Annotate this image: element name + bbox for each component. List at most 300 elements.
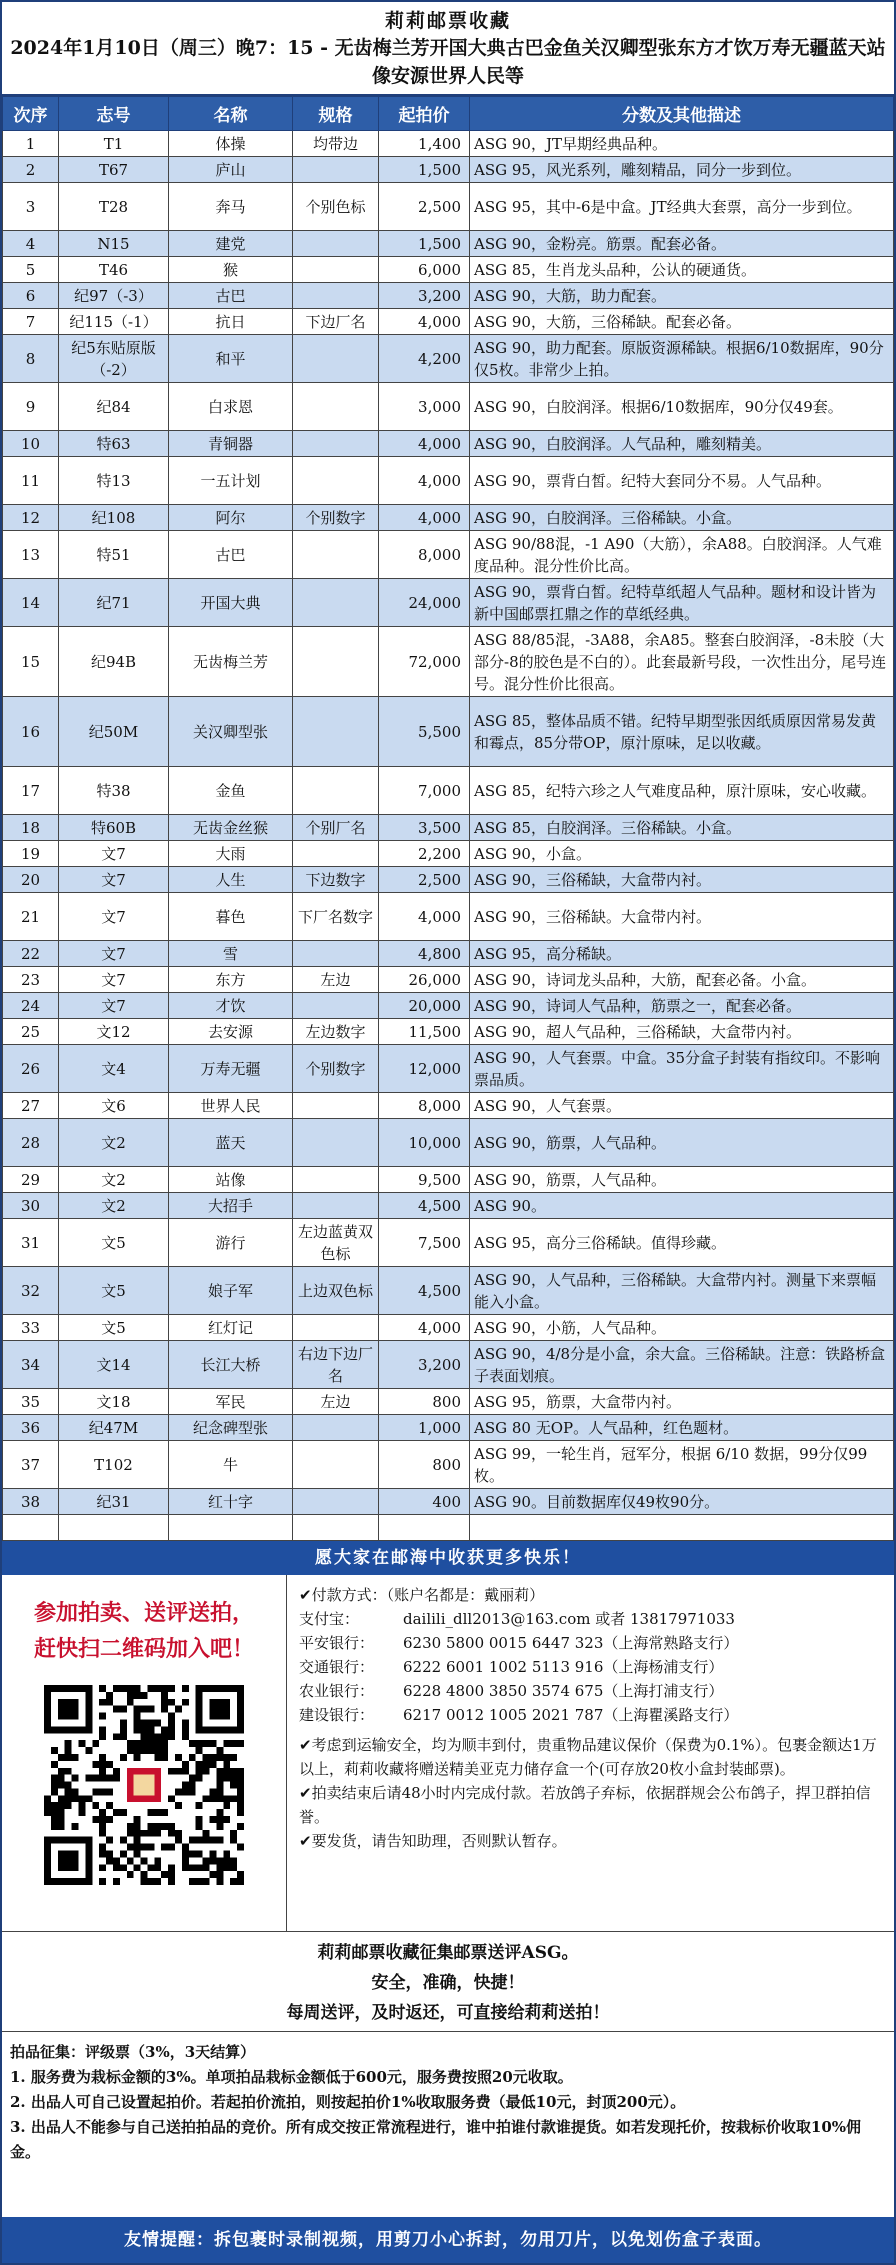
promo-qr-panel [2, 1575, 287, 1931]
table-row [3, 1219, 894, 1267]
stamp-code: 纪84 [59, 383, 169, 431]
grade-description: ASG 90，金粉亮。筋票。配套必备。 [470, 231, 894, 257]
lot-number: 7 [3, 309, 59, 335]
grade-description: ASG 90，小盒。 [470, 841, 894, 867]
grade-description: ASG 90，小筋，人气品种。 [470, 1315, 894, 1341]
stamp-name: 红十字 [169, 1489, 293, 1515]
stamp-name: 东方 [169, 967, 293, 993]
start-price: 800 [379, 1389, 470, 1415]
start-price: 400 [379, 1489, 470, 1515]
grade-description: ASG 99，一轮生肖，冠军分，根据 6/10 数据，99分仅99枚。 [470, 1441, 894, 1489]
start-price: 4,500 [379, 1193, 470, 1219]
lot-number: 32 [3, 1267, 59, 1315]
stamp-spec: 下厂名数字 [293, 893, 379, 941]
table-row [3, 505, 894, 531]
stamp-spec [293, 1489, 379, 1515]
grade-description: ASG 85，纪特六珍之人气难度品种，原汁原味，安心收藏。 [470, 767, 894, 815]
lot-number: 21 [3, 893, 59, 941]
lot-number: 17 [3, 767, 59, 815]
bank-value: 6217 0012 1005 2021 787（上海瞿溪路支行） [403, 1706, 739, 1724]
grade-description: ASG 90，白胶润泽。三俗稀缺。小盒。 [470, 505, 894, 531]
lot-number: 23 [3, 967, 59, 993]
stamp-spec [293, 1167, 379, 1193]
stamp-spec [293, 157, 379, 183]
bank-value: 6228 4800 3850 3574 675（上海打浦支行） [403, 1682, 724, 1700]
stamp-name: 古巴 [169, 283, 293, 309]
table-row [3, 867, 894, 893]
table-row [3, 1267, 894, 1315]
table-row [3, 967, 894, 993]
stamp-code: 文12 [59, 1019, 169, 1045]
lot-number: 29 [3, 1167, 59, 1193]
stamp-code: 文6 [59, 1093, 169, 1119]
table-row [3, 627, 894, 697]
grade-description: ASG 80 无OP。人气品种，红色题材。 [470, 1415, 894, 1441]
table-row [3, 1489, 894, 1515]
lot-number: 8 [3, 335, 59, 383]
blank-cell [3, 1515, 59, 1541]
table-row [3, 457, 894, 505]
grade-description: ASG 90，4/8分是小盒，余大盒。三俗稀缺。注意：铁路桥盒子表面划痕。 [470, 1341, 894, 1389]
start-price: 3,000 [379, 383, 470, 431]
lot-number: 5 [3, 257, 59, 283]
table-row [3, 697, 894, 767]
lot-number: 2 [3, 157, 59, 183]
stamp-name: 抗日 [169, 309, 293, 335]
start-price: 7,500 [379, 1219, 470, 1267]
table-row [3, 767, 894, 815]
start-price: 4,800 [379, 941, 470, 967]
stamp-spec [293, 1415, 379, 1441]
grade-description: ASG 88/85混，-3A88，余A85。整套白胶润泽，-8未胶（大部分-8的胶色是不白的）。此套最新号段，一次性出分，尾号连号。混分性价比很高。 [470, 627, 894, 697]
stamp-spec: 个别数字 [293, 1045, 379, 1093]
stamp-spec [293, 383, 379, 431]
start-price: 4,200 [379, 335, 470, 383]
table-row [3, 183, 894, 231]
alipay-value: dailili_dll2013@163.com 或者 13817971033 [403, 1610, 735, 1628]
stamp-spec [293, 335, 379, 383]
bank-line [299, 1655, 882, 1679]
bank-label: 农业银行： [299, 1682, 375, 1700]
grade-description: ASG 90，人气套票。中盒。35分盒子封装有指纹印。不影响票品质。 [470, 1045, 894, 1093]
stamp-code: 纪115（-1） [59, 309, 169, 335]
stamp-spec: 个别厂名 [293, 815, 379, 841]
start-price: 11,500 [379, 1019, 470, 1045]
stamp-name: 和平 [169, 335, 293, 383]
stamp-code: 纪50M [59, 697, 169, 767]
stamp-spec [293, 1441, 379, 1489]
grade-description: ASG 90，三俗稀缺。大盒带内衬。 [470, 893, 894, 941]
lot-number: 13 [3, 531, 59, 579]
table-header-row [3, 97, 894, 131]
table-row [3, 1019, 894, 1045]
stamp-name: 牛 [169, 1441, 293, 1489]
stamp-code: 文18 [59, 1389, 169, 1415]
start-price: 3,200 [379, 283, 470, 309]
start-price: 1,500 [379, 231, 470, 257]
start-price: 5,500 [379, 697, 470, 767]
stamp-code: 文4 [59, 1045, 169, 1093]
payment-heading: ✔付款方式：（账户名都是：戴丽莉） [299, 1586, 545, 1604]
stamp-name: 娘子军 [169, 1267, 293, 1315]
stamp-name: 无齿金丝猴 [169, 815, 293, 841]
lot-number: 19 [3, 841, 59, 867]
stamp-code: 文7 [59, 867, 169, 893]
stamp-code: 文2 [59, 1119, 169, 1167]
grade-description: ASG 95，风光系列，雕刻精品，同分一步到位。 [470, 157, 894, 183]
blank-cell [470, 1515, 894, 1541]
stamp-code: 特51 [59, 531, 169, 579]
stamp-spec [293, 257, 379, 283]
grade-description: ASG 85，生肖龙头品种，公认的硬通货。 [470, 257, 894, 283]
start-price: 4,000 [379, 431, 470, 457]
start-price: 26,000 [379, 967, 470, 993]
stamp-spec [293, 531, 379, 579]
start-price: 2,200 [379, 841, 470, 867]
stamp-code: 文2 [59, 1193, 169, 1219]
stamp-spec: 下边数字 [293, 867, 379, 893]
lot-number: 36 [3, 1415, 59, 1441]
bank-label: 平安银行： [299, 1634, 375, 1652]
grade-description: ASG 90，白胶润泽。人气品种，雕刻精美。 [470, 431, 894, 457]
table-row [3, 1315, 894, 1341]
qr-code-icon[interactable] [44, 1685, 244, 1885]
grade-description: ASG 90，大筋，助力配套。 [470, 283, 894, 309]
start-price: 24,000 [379, 579, 470, 627]
stamp-lot-table [2, 96, 894, 1541]
grade-description: ASG 95，其中-6是中盒。JT经典大套票，高分一步到位。 [470, 183, 894, 231]
table-row [3, 335, 894, 383]
table-row [3, 257, 894, 283]
stamp-code: 文7 [59, 841, 169, 867]
bank-value: 6230 5800 0015 6447 323（上海常熟路支行） [403, 1634, 739, 1652]
grading-promo-line-2: 安全，准确，快捷！ [371, 1973, 525, 1993]
note-delivery: ✔要发货，请告知助理，否则默认暂存。 [299, 1832, 567, 1850]
stamp-spec [293, 231, 379, 257]
lot-number: 15 [3, 627, 59, 697]
stamp-name: 大招手 [169, 1193, 293, 1219]
stamp-code: T46 [59, 257, 169, 283]
stamp-name: 长江大桥 [169, 1341, 293, 1389]
stamp-code: 纪71 [59, 579, 169, 627]
bank-line [299, 1703, 882, 1727]
blank-cell [293, 1515, 379, 1541]
lot-number: 18 [3, 815, 59, 841]
stamp-name: 奔马 [169, 183, 293, 231]
lot-number: 28 [3, 1119, 59, 1167]
table-body [3, 131, 894, 1541]
note-shipping: ✔考虑到运输安全，均为顺丰到付，贵重物品建议保价（保费为0.1%）。包裹金额达1万以上，莉莉收藏将赠送精美亚克力储存盒一个(可存放20枚小盒封装邮票)。 [299, 1736, 877, 1778]
table-row [3, 1341, 894, 1389]
stamp-spec: 左边数字 [293, 1019, 379, 1045]
table-row [3, 131, 894, 157]
stamp-spec [293, 431, 379, 457]
grade-description: ASG 90，票背白皙。纪特草纸超人气品种。题材和设计皆为新中国邮票扛鼎之作的草纸经典。 [470, 579, 894, 627]
start-price: 72,000 [379, 627, 470, 697]
grading-promo-line-1: 莉莉邮票收藏征集邮票送评ASG。 [317, 1943, 579, 1963]
grade-description: ASG 95，高分稀缺。 [470, 941, 894, 967]
lot-number: 26 [3, 1045, 59, 1093]
stamp-code: 文2 [59, 1167, 169, 1193]
stamp-name: 大雨 [169, 841, 293, 867]
start-price: 800 [379, 1441, 470, 1489]
start-price: 6,000 [379, 257, 470, 283]
stamp-code: 文5 [59, 1315, 169, 1341]
lot-number: 20 [3, 867, 59, 893]
stamp-name: 蓝天 [169, 1119, 293, 1167]
stamp-name: 站像 [169, 1167, 293, 1193]
lot-number: 31 [3, 1219, 59, 1267]
start-price: 4,000 [379, 893, 470, 941]
blank-cell [379, 1515, 470, 1541]
lot-number: 10 [3, 431, 59, 457]
stamp-spec [293, 941, 379, 967]
table-row [3, 1389, 894, 1415]
table-row [3, 283, 894, 309]
join-promo-line-2: 赶快扫二维码加入吧！ [33, 1636, 254, 1662]
grade-description: ASG 85，整体品质不错。纪特早期型张因纸质原因常易发黄和霉点，85分带OP，原汁原味，足以收藏。 [470, 697, 894, 767]
rules-heading: 拍品征集：评级票（3%，3天结算） [10, 2043, 256, 2061]
stamp-name: 无齿梅兰芳 [169, 627, 293, 697]
table-row [3, 1441, 894, 1489]
table-row [3, 1119, 894, 1167]
start-price: 2,500 [379, 867, 470, 893]
title-block [2, 2, 894, 96]
col-header-no: 次序 [3, 97, 59, 131]
stamp-code: 特60B [59, 815, 169, 841]
col-header-price: 起拍价 [379, 97, 470, 131]
start-price: 20,000 [379, 993, 470, 1019]
table-row [3, 1093, 894, 1119]
grading-promo-line-3: 每周送评，及时返还，可直接给莉莉送拍！ [286, 2003, 610, 2023]
lot-number: 25 [3, 1019, 59, 1045]
stamp-name: 关汉卿型张 [169, 697, 293, 767]
grade-description: ASG 90，JT早期经典品种。 [470, 131, 894, 157]
stamp-code: 纪31 [59, 1489, 169, 1515]
note-payment-deadline: ✔拍卖结束后请48小时内完成付款。若放鸽子弃标，依据群规会公布鸽子，捍卫群拍信誉。 [299, 1784, 871, 1826]
stamp-code: 文7 [59, 967, 169, 993]
start-price: 3,500 [379, 815, 470, 841]
stamp-code: 纪47M [59, 1415, 169, 1441]
stamp-name: 暮色 [169, 893, 293, 941]
grading-promo [2, 1932, 894, 2032]
stamp-code: 文5 [59, 1219, 169, 1267]
lot-number: 37 [3, 1441, 59, 1489]
table-row [3, 841, 894, 867]
col-header-name: 名称 [169, 97, 293, 131]
stamp-spec: 个别数字 [293, 505, 379, 531]
table-row [3, 383, 894, 431]
table-row [3, 815, 894, 841]
stamp-name: 青铜器 [169, 431, 293, 457]
stamp-code: 纪5东贴原版（-2） [59, 335, 169, 383]
alipay-label: 支付宝： [299, 1610, 360, 1628]
grade-description: ASG 90，白胶润泽。根据6/10数据库，90分仅49套。 [470, 383, 894, 431]
start-price: 3,200 [379, 1341, 470, 1389]
stamp-name: 红灯记 [169, 1315, 293, 1341]
grade-description: ASG 95，筋票，大盒带内衬。 [470, 1389, 894, 1415]
lot-number: 3 [3, 183, 59, 231]
rule-item: 1. 服务费为栽标金额的3%。单项拍品栽标金额低于600元，服务费按照20元收取。 [10, 2068, 573, 2086]
stamp-code: T28 [59, 183, 169, 231]
stamp-code: 文7 [59, 993, 169, 1019]
stamp-spec: 左边蓝黄双色标 [293, 1219, 379, 1267]
col-header-code: 志号 [59, 97, 169, 131]
table-row [3, 993, 894, 1019]
bank-line [299, 1631, 882, 1655]
bank-value: 6222 6001 1002 5113 916（上海杨浦支行） [403, 1658, 724, 1676]
start-price: 12,000 [379, 1045, 470, 1093]
start-price: 10,000 [379, 1119, 470, 1167]
page-subtitle: 2024年1月10日（周三）晚7：15 - 无齿梅兰芳开国大典古巴金鱼关汉卿型张东方才饮万寿无疆蓝天站像安源世界人民等 [10, 37, 886, 87]
table-row [3, 309, 894, 335]
start-price: 4,000 [379, 309, 470, 335]
grade-description: ASG 90。目前数据库仅49枚90分。 [470, 1489, 894, 1515]
stamp-spec [293, 993, 379, 1019]
table-row [3, 1193, 894, 1219]
table-row [3, 231, 894, 257]
stamp-code: 文14 [59, 1341, 169, 1389]
grade-description: ASG 90，诗词人气品种，筋票之一，配套必备。 [470, 993, 894, 1019]
grade-description: ASG 90。 [470, 1193, 894, 1219]
stamp-name: 猴 [169, 257, 293, 283]
lot-number: 12 [3, 505, 59, 531]
grade-description: ASG 90，票背白皙。纪特大套同分不易。人气品种。 [470, 457, 894, 505]
lot-number: 30 [3, 1193, 59, 1219]
stamp-name: 古巴 [169, 531, 293, 579]
stamp-code: T1 [59, 131, 169, 157]
lot-number: 34 [3, 1341, 59, 1389]
grade-description: ASG 85，白胶润泽。三俗稀缺。小盒。 [470, 815, 894, 841]
consignment-rules [2, 2032, 894, 2208]
blank-cell [59, 1515, 169, 1541]
stamp-spec [293, 579, 379, 627]
col-header-spec: 规格 [293, 97, 379, 131]
table-row [3, 531, 894, 579]
stamp-spec [293, 841, 379, 867]
stamp-spec [293, 1315, 379, 1341]
table-row [3, 893, 894, 941]
grade-description: ASG 90，人气品种，三俗稀缺。大盒带内衬。测量下来票幅能入小盒。 [470, 1267, 894, 1315]
stamp-name: 万寿无疆 [169, 1045, 293, 1093]
grade-description: ASG 90，大筋，三俗稀缺。配套必备。 [470, 309, 894, 335]
lot-number: 14 [3, 579, 59, 627]
start-price: 7,000 [379, 767, 470, 815]
stamp-spec: 左边 [293, 1389, 379, 1415]
table-row [3, 1167, 894, 1193]
stamp-code: 文5 [59, 1267, 169, 1315]
lot-number: 16 [3, 697, 59, 767]
lot-number: 35 [3, 1389, 59, 1415]
start-price: 1,400 [379, 131, 470, 157]
grade-description: ASG 90，超人气品种，三俗稀缺，大盒带内衬。 [470, 1019, 894, 1045]
stamp-spec [293, 1193, 379, 1219]
start-price: 1,500 [379, 157, 470, 183]
stamp-name: 开国大典 [169, 579, 293, 627]
table-row [3, 941, 894, 967]
table-row [3, 1045, 894, 1093]
start-price: 4,500 [379, 1267, 470, 1315]
lot-number: 33 [3, 1315, 59, 1341]
footer-reminder: 友情提醒：拆包裹时录制视频，用剪刀小心拆封，勿用刀片，以免划伤盒子表面。 [2, 2217, 894, 2263]
lot-number: 27 [3, 1093, 59, 1119]
stamp-spec: 右边下边厂名 [293, 1341, 379, 1389]
lot-number: 22 [3, 941, 59, 967]
grade-description: ASG 90，助力配套。原版资源稀缺。根据6/10数据库，90分仅5枚。非常少上拍。 [470, 335, 894, 383]
shipping-notes [299, 1733, 882, 1853]
stamp-spec: 下边厂名 [293, 309, 379, 335]
lot-number: 1 [3, 131, 59, 157]
payment-details [287, 1575, 894, 1931]
stamp-spec [293, 627, 379, 697]
stamp-code: 文7 [59, 893, 169, 941]
stamp-code: 特38 [59, 767, 169, 815]
stamp-spec: 左边 [293, 967, 379, 993]
start-price: 4,000 [379, 1315, 470, 1341]
start-price: 9,500 [379, 1167, 470, 1193]
rule-item: 3. 出品人不能参与自己送拍拍品的竞价。所有成交按正常流程进行，谁中拍谁付款谁提货。如若发现托价，按栽标价收取10%佣金。 [10, 2118, 862, 2161]
lot-number: 24 [3, 993, 59, 1019]
start-price: 2,500 [379, 183, 470, 231]
blank-cell [169, 1515, 293, 1541]
stamp-spec [293, 1093, 379, 1119]
stamp-name: 去安源 [169, 1019, 293, 1045]
stamp-name: 阿尔 [169, 505, 293, 531]
grade-description: ASG 95，高分三俗稀缺。值得珍藏。 [470, 1219, 894, 1267]
stamp-name: 人生 [169, 867, 293, 893]
lot-number: 6 [3, 283, 59, 309]
lot-number: 4 [3, 231, 59, 257]
grade-description: ASG 90，三俗稀缺，大盒带内衬。 [470, 867, 894, 893]
stamp-spec [293, 283, 379, 309]
col-header-desc: 分数及其他描述 [470, 97, 894, 131]
table-row [3, 157, 894, 183]
stamp-code: 纪94B [59, 627, 169, 697]
stamp-name: 军民 [169, 1389, 293, 1415]
stamp-name: 金鱼 [169, 767, 293, 815]
start-price: 8,000 [379, 1093, 470, 1119]
greeting-bar: 愿大家在邮海中收获更多快乐！ [2, 1541, 894, 1575]
bank-label: 交通银行： [299, 1658, 375, 1676]
stamp-name: 白求恩 [169, 383, 293, 431]
stamp-spec: 均带边 [293, 131, 379, 157]
table-row [3, 579, 894, 627]
grade-description: ASG 90，筋票，人气品种。 [470, 1167, 894, 1193]
stamp-name: 游行 [169, 1219, 293, 1267]
bank-line [299, 1679, 882, 1703]
stamp-spec [293, 457, 379, 505]
alipay-line [299, 1607, 882, 1631]
join-promo-line-1: 参加拍卖、送评送拍， [33, 1600, 254, 1626]
grade-description: ASG 90，诗词龙头品种，大筋，配套必备。小盒。 [470, 967, 894, 993]
payment-section [2, 1575, 894, 1932]
stamp-name: 纪念碑型张 [169, 1415, 293, 1441]
stamp-spec: 上边双色标 [293, 1267, 379, 1315]
stamp-name: 建党 [169, 231, 293, 257]
stamp-code: 纪108 [59, 505, 169, 531]
stamp-name: 体操 [169, 131, 293, 157]
stamp-name: 雪 [169, 941, 293, 967]
grade-description: ASG 90/88混，-1 A90（大筋），余A88。白胶润泽。人气难度品种。混分性价比高。 [470, 531, 894, 579]
rule-item: 2. 出品人可自己设置起拍价。若起拍价流拍，则按起拍价1%收取服务费（最低10元，封顶200元）。 [10, 2093, 686, 2111]
stamp-name: 一五计划 [169, 457, 293, 505]
table-row [3, 1415, 894, 1441]
page-title: 莉莉邮票收藏 [384, 10, 511, 32]
stamp-code: 特63 [59, 431, 169, 457]
grade-description: ASG 90，筋票，人气品种。 [470, 1119, 894, 1167]
stamp-code: 纪97（-3） [59, 283, 169, 309]
grade-description: ASG 90，人气套票。 [470, 1093, 894, 1119]
